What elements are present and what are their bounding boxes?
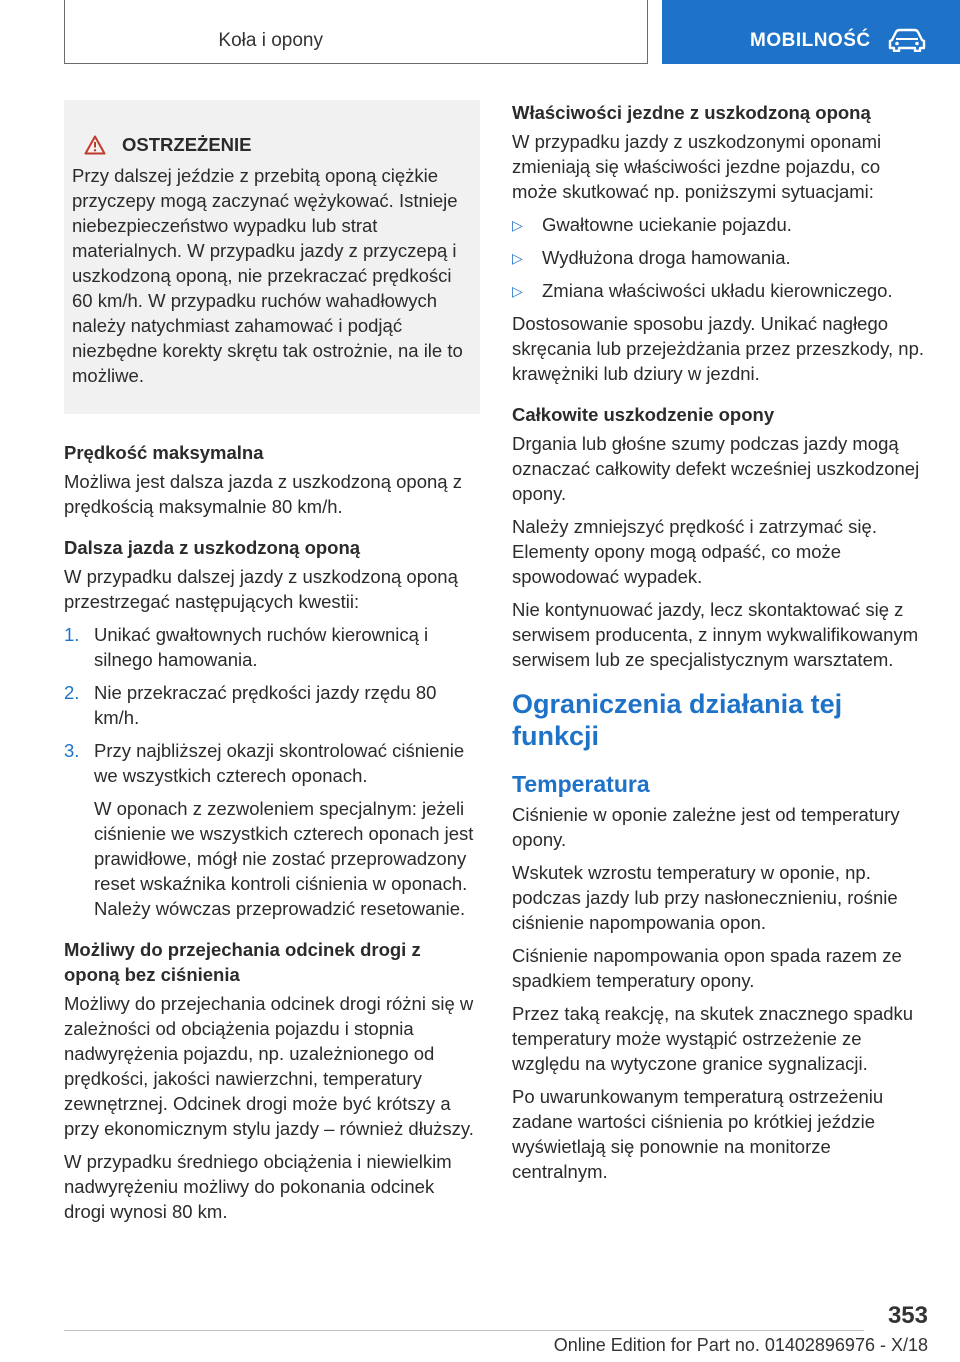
footer-divider: [64, 1330, 864, 1331]
continue-section: [64, 535, 480, 921]
list-item: [512, 245, 928, 270]
max-speed-title: Prędkość maksymalna: [64, 442, 264, 463]
limits-text-2: Wskutek wzrostu temperatury w oponie, np. podczas jazdy lub przy nasłonecznieniu, rośnie ciśnienie napompowania opon.: [512, 862, 898, 933]
header-chapter-tab: [662, 0, 960, 64]
temperature-subheading: Temperatura: [512, 771, 650, 797]
continue-title: Dalsza jazda z uszkodzoną oponą: [64, 537, 361, 558]
list-number: 2.: [64, 682, 80, 703]
warning-box: [64, 100, 480, 414]
list-item: [512, 212, 928, 237]
right-column: [512, 100, 928, 1192]
distance-text-2: W przypadku średniego obciążenia i niewielkim nadwyrężeniu możliwy do pokonania odcinek drogi wynosi 80 km.: [64, 1151, 452, 1222]
driving-section: [512, 100, 928, 386]
list-item-text: Wydłużona droga hamowania.: [542, 247, 791, 268]
list-number: 1.: [64, 624, 80, 645]
limits-text-4: Przez taką reakcję, na skutek znacznego spadku temperatury może wystąpić ostrzeżenie ze względu na wytyczone granice sygnalizacji.: [512, 1003, 914, 1074]
limits-text-3: Ciśnienie napompowania opon spada razem ze spadkiem temperatury opony.: [512, 945, 902, 991]
distance-text-1: Możliwy do przejechania odcinek drogi różni się w zależności od obciążenia pojazdu i stopnia nadwyrężenia pojazdu, np. uzależnionego od prędkości, jakości nawierzchni, temperatury zewnętrznej. Odcinek drogi może być krótszy a przy ekonomicznym stylu jazdy – również dłuższy.: [64, 993, 474, 1139]
triangle-bullet-icon: ▷: [512, 217, 523, 233]
header-chapter-title: MOBILNOŚĆ: [750, 30, 871, 51]
list-item: [64, 738, 480, 921]
list-item-text: Gwałtowne uciekanie pojazdu.: [542, 214, 792, 235]
car-icon: [888, 28, 926, 52]
header-section-title: Koła i opony: [218, 30, 323, 51]
distance-title: Możliwy do przejechania odcinek drogi z oponą bez ciśnienia: [64, 939, 421, 985]
max-speed-section: [64, 440, 480, 519]
continue-intro: W przypadku dalszej jazdy z uszkodzoną oponą przestrzegać następujących kwestii:: [64, 566, 458, 612]
list-item-text: Zmiana właściwości układu kierowniczego.: [542, 280, 893, 301]
driving-intro: W przypadku jazdy z uszkodzonymi oponami zmieniają się właściwości jezdne pojazdu, co może skutkować np. poniższymi sytuacjami:: [512, 131, 882, 202]
driving-outro: Dostosowanie sposobu jazdy. Unikać nagłego skręcania lub przejeżdżania przez przeszkody, np. krawężniki lub dziury w jezdni.: [512, 313, 925, 384]
header-section-box: [64, 0, 648, 64]
max-speed-text: Możliwa jest dalsza jazda z uszkodzoną oponą z prędkością maksymalnie 80 km/h.: [64, 471, 462, 517]
list-item-text: Przy najbliższej okazji skontrolować ciśnienie we wszystkich czterech oponach.: [94, 740, 465, 786]
list-item-extra: W oponach z zezwoleniem specjalnym: jeżeli ciśnienie we wszystkich czterech oponach jest prawidłowe, mógł nie zostać przeprowadzony reset wskaźnika kontroli ciśnienia w oponach. Należy wówczas przeprowadzić resetowanie.: [94, 798, 474, 919]
list-number: 3.: [64, 740, 80, 761]
triangle-bullet-icon: ▷: [512, 250, 523, 266]
footer-edition: Online Edition for Part no. 01402896976 - X/18: [553, 1335, 928, 1355]
driving-list: [512, 212, 928, 303]
total-damage-text-3: Nie kontynuować jazdy, lecz skontaktować się z serwisem producenta, z innym wykwalifikowanym serwisem lub ze specjalistycznym warsztatem.: [512, 599, 919, 670]
list-item-text: Unikać gwałtownych ruchów kierownicą i silnego hamowania.: [94, 624, 429, 670]
warning-title: OSTRZEŻENIE: [122, 134, 252, 155]
limits-heading: Ograniczenia działania tej funkcji: [512, 689, 843, 751]
list-item: [64, 622, 480, 672]
list-item-text: Nie przekraczać prędkości jazdy rzędu 80 km/h.: [94, 682, 437, 728]
total-damage-text-2: Należy zmniejszyć prędkość i zatrzymać się. Elementy opony mogą odpaść, co może spowodować wypadek.: [512, 516, 877, 587]
warning-triangle-icon: [84, 135, 106, 155]
list-item: [64, 680, 480, 730]
driving-title: Właściwości jezdne z uszkodzoną oponą: [512, 102, 871, 123]
total-damage-text-1: Drgania lub głośne szumy podczas jazdy mogą oznaczać całkowity defekt wcześniej uszkodzonej opony.: [512, 433, 920, 504]
triangle-bullet-icon: ▷: [512, 283, 523, 299]
warning-title-row: [72, 132, 468, 157]
continue-list: [64, 622, 480, 921]
distance-section: [64, 937, 480, 1224]
warning-text: Przy dalszej jeździe z przebitą oponą ciężkie przyczepy mogą zaczynać wężykować. Istnieje niebezpieczeństwo wypadku lub strat materialnych. W przypadku jazdy z przyczepą i uszkodzoną oponą, nie przekraczać prędkości 60 km/h. W przypadku ruchów wahadłowych należy natychmiast zahamować i podjąć niezbędne korekty skrętu tak ostrożnie, na ile to możliwe.: [72, 165, 463, 386]
list-item: [512, 278, 928, 303]
limits-text-5: Po uwarunkowanym temperaturą ostrzeżeniu zadane wartości ciśnienia po krótkiej jeździe wyświetlają się ponownie na monitorze centralnym.: [512, 1086, 884, 1182]
page-number: 353: [887, 1302, 928, 1329]
left-column: [64, 100, 480, 1232]
total-damage-title: Całkowite uszkodzenie opony: [512, 404, 775, 425]
total-damage-section: [512, 402, 928, 672]
limits-text-1: Ciśnienie w oponie zależne jest od temperatury opony.: [512, 804, 900, 850]
